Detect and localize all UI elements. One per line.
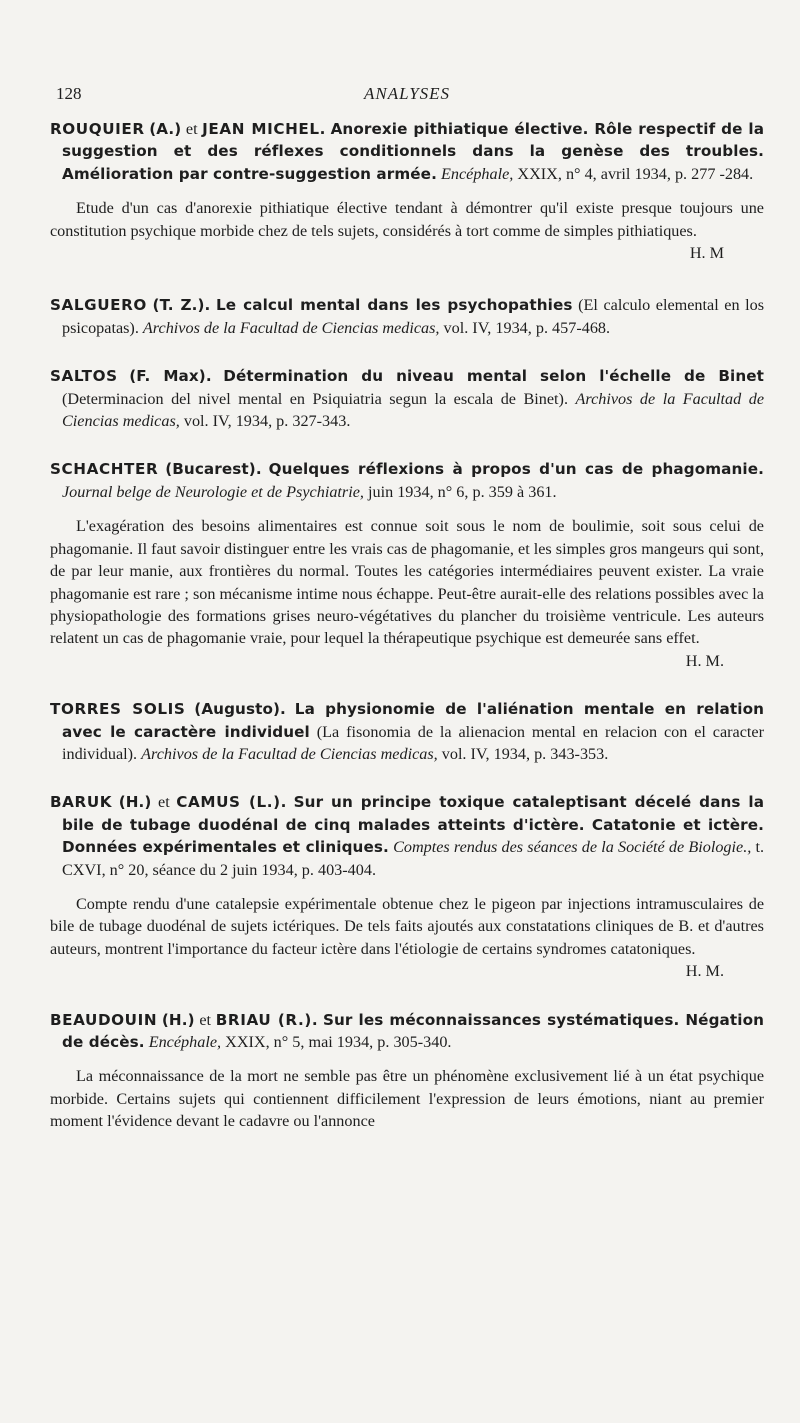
conjunction: et [185, 120, 198, 138]
author-initials: (H.) [161, 1010, 195, 1029]
reviewer-signature: H. M. [685, 962, 724, 981]
article-title: Anorexie pithiatique élective. Rôle respectif de la suggestion et des réflexes conditionnels dans la genèse des troubles. Amélioration par contre-suggestion armée. [62, 120, 765, 183]
citation [50, 458, 764, 503]
journal-name: Archivos de la Facultad de Ciencias medicas, [141, 744, 438, 763]
citation [50, 118, 764, 185]
conjunction: et [158, 793, 170, 812]
author-name: SALTOS [50, 367, 118, 386]
original-title: (El calculo elemental en los psicopatas). [62, 296, 765, 337]
article-title: Le calcul mental dans les psychopathies [216, 296, 573, 315]
author-name-2: BRIAU (R.). [215, 1010, 319, 1029]
journal-name: Journal belge de Neurologie et de Psychiatrie, [62, 482, 364, 501]
journal-name: Comptes rendus des séances de la Société de Biologie., [393, 838, 752, 857]
journal-name: Archivos de la Facultad de Ciencias medicas, [62, 389, 765, 431]
citation [50, 365, 764, 432]
author-name-2: JEAN MICHEL. [202, 120, 327, 138]
author-name: BARUK [50, 793, 113, 812]
article-title: Sur les méconnaissances systématiques. Négation de décès. [62, 1010, 765, 1051]
author-initials: (Augusto). [194, 700, 286, 719]
author-initials: (A.) [149, 120, 182, 138]
publication-details: XXIX, n° 5, mai 1934, p. 305-340. [225, 1033, 452, 1051]
journal-name: Encéphale, [440, 164, 514, 183]
article-title: Sur un principe toxique cataleptisant décelé dans la bile de tubage duodénal de cinq malades atteints d'ictère. Catatonie et ictère. Données expérimentales et cliniques. [62, 793, 765, 857]
summary-text: Compte rendu d'une catalepsie expérimentale obtenue chez le pigeon par injections intramusculaires de bile de tubage duodénal de sujets ictériques. De tels faits ajoutés aux constatations cliniques de B. et d'autres auteurs, montrent l'importance du facteur ictère dans l'étiologie de certains syndromes catatoniques. H. M. [50, 893, 764, 960]
citation [50, 1009, 764, 1054]
author-name: SALGUERO [50, 296, 147, 315]
publication-details: vol. IV, 1934, p. 343-353. [441, 744, 609, 763]
review-entry-torres-solis [50, 698, 764, 765]
conjunction: et [199, 1010, 212, 1029]
page-header [50, 78, 764, 102]
running-head: ANALYSES [363, 84, 451, 103]
article-title: La physionomie de l'aliénation mentale en relation avec le caractère individuel [62, 700, 765, 741]
author-name-2: CAMUS (L.). [176, 793, 288, 812]
review-entry-schachter [50, 458, 764, 672]
page-number: 128 [56, 84, 82, 103]
author-name: ROUQUIER [50, 120, 145, 138]
author-name: BEAUDOUIN [50, 1010, 158, 1029]
citation [50, 791, 764, 881]
original-title: (La fisonomia de la alienacion mental en relacion con el caracter individual). [62, 722, 764, 763]
review-entry-beaudouin [50, 1009, 764, 1133]
publication-details: vol. IV, 1934, p. 457-468. [443, 318, 611, 337]
reviewer-signature: H. M. [685, 651, 724, 670]
author-name: SCHACHTER [50, 460, 159, 479]
summary-text: L'exagération des besoins alimentaires est connue soit sous le nom de boulimie, soit sous celui de phagomanie. Il faut savoir distinguer entre les vrais cas de phagomanie, et les simples gros mangeurs qui sont, de par leur manie, aux frontières du normal. Toutes les catégories intermédiaires peuvent exister. La vraie phagomanie est rare ; son mécanisme intime nous échappe. Peut-être aurait-elle des relations possibles avec la physiopathologie des formations grises neuro-végétatives du plancher du troisième ventricule. Les auteurs relatent un cas de phagomanie vraie, pour lequel la thérapeutique psychique est demeurée sans effet. H. M. [50, 515, 764, 649]
article-title: Détermination du niveau mental selon l'échelle de Binet [223, 367, 764, 386]
reviewer-signature: H. M [689, 244, 724, 263]
publication-details: vol. IV, 1934, p. 327-343. [183, 412, 351, 431]
author-initials: (H.) [118, 793, 152, 812]
author-initials: (F. Max). [129, 367, 212, 386]
publication-details: XXIX, n° 4, avril 1934, p. 277 -284. [517, 164, 754, 183]
journal-name: Encéphale, [148, 1033, 222, 1051]
review-entry-salguero [50, 294, 764, 339]
summary-text: La méconnaissance de la mort ne semble pas être un phénomène exclusivement lié à un état psychique morbide. Certains sujets qui contiennent difficilement l'expression de leurs émotions, niant au premier moment l'évidence devant le cadavre ou l'annonce [50, 1067, 764, 1131]
review-entry-saltos [50, 365, 764, 432]
author-name: TORRES SOLIS [50, 700, 186, 719]
journal-name: Archivos de la Facultad de Ciencias medicas, [142, 318, 440, 337]
article-title: Quelques réflexions à propos d'un cas de phagomanie. [268, 460, 765, 479]
author-location: (Bucarest). [165, 460, 262, 479]
review-entry-rouquier [50, 118, 764, 264]
publication-details: t. CXVI, n° 20, séance du 2 juin 1934, p. 403-404. [62, 838, 765, 879]
citation [50, 294, 764, 339]
review-entry-baruk [50, 791, 764, 982]
author-initials: (T. Z.). [152, 296, 211, 315]
citation [50, 698, 764, 765]
summary-text: Etude d'un cas d'anorexie pithiatique élective tendant à démontrer qu'il existe presque toujours une constitution psychique morbide chez de tels sujets, considérés à tort comme de simples pithiatiques. H. M [50, 197, 764, 242]
publication-details: juin 1934, n° 6, p. 359 à 361. [367, 482, 557, 501]
original-title: (Determinacion del nivel mental en Psiquiatria segun la escala de Binet). [62, 389, 568, 408]
